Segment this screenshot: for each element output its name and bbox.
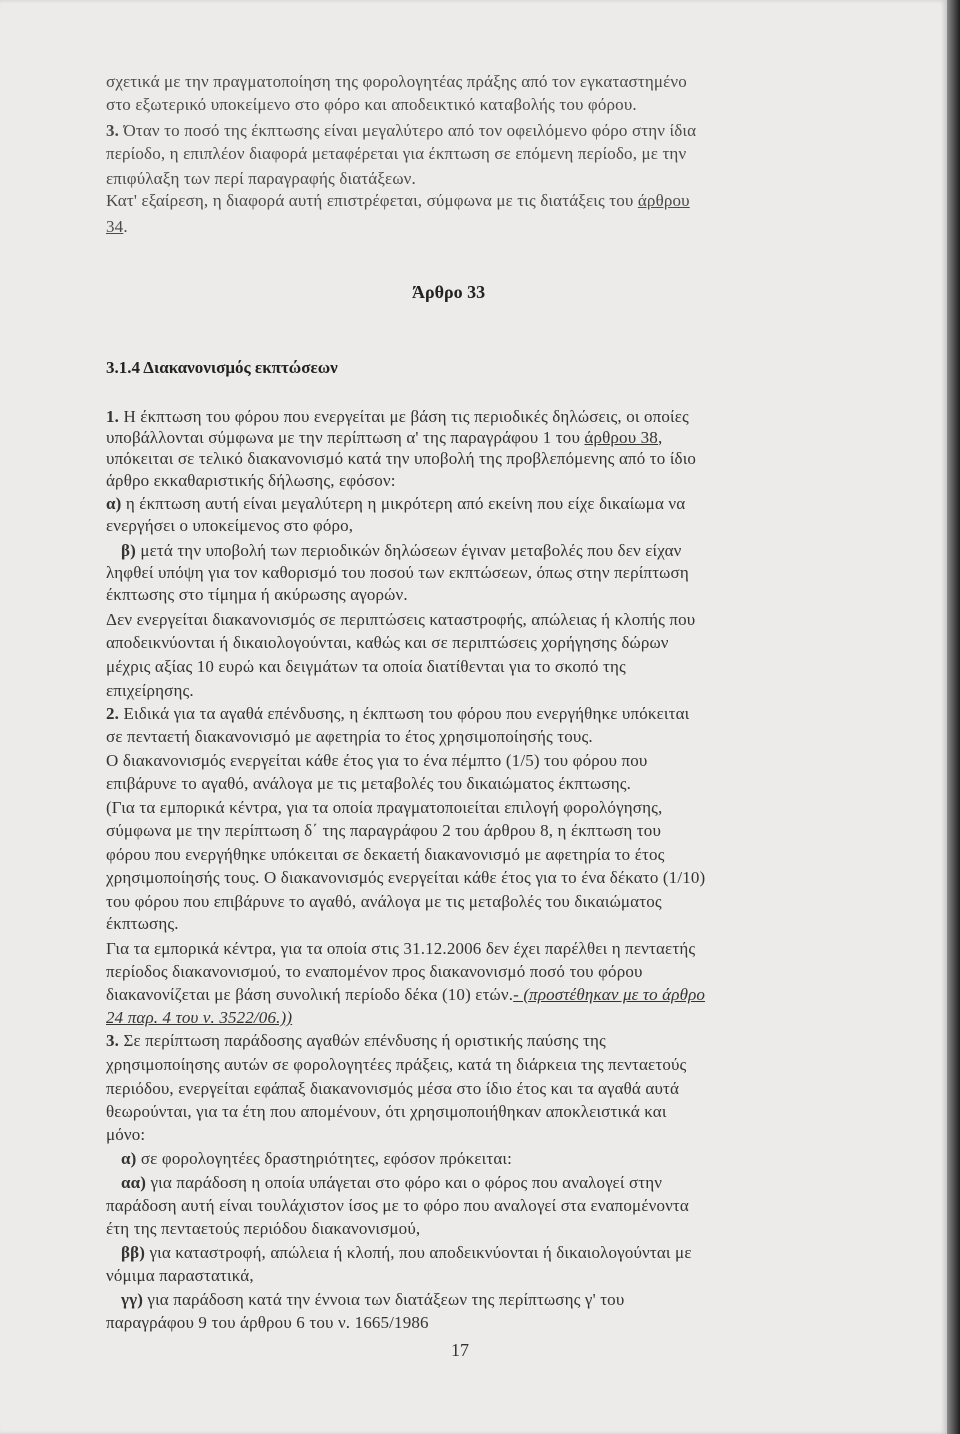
text-line: [121, 540, 681, 561]
text-line: μέχρις αξίας 10 ευρώ και δειγμάτων τα οποία διατίθενται για το σκοπό της: [106, 657, 626, 676]
text-line: [121, 1148, 512, 1169]
text-line: [106, 1007, 292, 1028]
text-line: [106, 703, 689, 724]
text-line: χρησιμοποίησης αυτών σε φορολογητέες πράξεις, κατά τη διάρκεια της πενταετούς: [106, 1055, 687, 1074]
text-span: για παράδοση κατά την έννοια των διατάξεων της περίπτωσης γ' του: [147, 1290, 625, 1309]
scan-edge: [947, 0, 960, 1434]
text-line: περιόδου, ενεργείται εφάπαξ διακανονισμός μέσα στο ίδιο έτος και τα αγαθά αυτά: [106, 1079, 680, 1098]
text-line: ενεργήσει ο υποκείμενος στο φόρο,: [106, 516, 354, 535]
text-line: (Για τα εμπορικά κέντρα, για τα οποία πραγματοποιείται επιλογή φορολόγησης,: [106, 798, 663, 817]
text-line: άρθρο εκκαθαριστικής δήλωσης, εφόσον:: [106, 471, 396, 490]
text-line: Δεν ενεργείται διακανονισμός σε περιπτώσεις καταστροφής, απώλειας ή κλοπής που: [106, 610, 696, 629]
item-number: 3.: [106, 121, 120, 140]
text-line: αποδεικνύονται ή δικαιολογούνται, καθώς και σε περιπτώσεις χορήγησης δώρων: [106, 633, 669, 652]
text-line: σε πενταετή διακανονισμό με αφετηρία το έτος χρησιμοποίησής τους.: [106, 727, 593, 746]
list-marker: α): [106, 494, 122, 513]
article-title: Άρθρο 33: [412, 282, 486, 302]
text-line: έκπτωσης στο τίμημα ή ακύρωσης αγορών.: [106, 585, 408, 604]
text-line: ληφθεί υπόψη για τον καθορισμό του ποσού των εκπτώσεων, όπως στην περίπτωση: [106, 563, 689, 582]
text-line: παραγράφου 9 του άρθρου 6 του ν. 1665/1986: [106, 1313, 429, 1332]
text-line: Ο διακανονισμός ενεργείται κάθε έτος για το ένα πέμπτο (1/5) του φόρου που: [106, 751, 648, 770]
text-line: θεωρούνται, για τα έτη που απομένουν, ότι χρησιμοποιήθηκαν αποκλειστικά και: [106, 1102, 667, 1121]
text-span: Σε περίπτωση παράδοσης αγαθών επένδυσης ή οριστικής παύσης της: [123, 1031, 606, 1050]
text-line: έκπτωσης.: [106, 914, 179, 933]
article-link-number[interactable]: 34: [106, 217, 124, 236]
text-span: Κατ' εξαίρεση, η διαφορά αυτή επιστρέφεται, σύμφωνα με τις διατάξεις του: [106, 191, 638, 210]
text-span: υποβάλλονται σύμφωνα με την περίπτωση α' της παραγράφου 1 του: [106, 428, 585, 447]
text-span: διακανονίζεται με βάση συνολική περίοδο δέκα (10) ετών.: [106, 985, 514, 1004]
amendment-note: 24 παρ. 4 του ν. 3522/06.)): [106, 1008, 293, 1027]
text-line: [121, 1289, 624, 1310]
paragraph-number: 1.: [106, 407, 120, 426]
text-span: για καταστροφή, απώλεια ή κλοπή, που αποδεικνύονται ή δικαιολογούνται με: [149, 1243, 692, 1262]
text-line: παράδοση αυτή είναι τουλάχιστον ίσος με το φόρο που αναλογεί στα εναπομένοντα: [106, 1196, 689, 1215]
article-link[interactable]: άρθρου 38: [584, 428, 658, 447]
text-line: περίοδο, η επιπλέον διαφορά μεταφέρεται για έκπτωση σε επόμενη περίοδο, με την: [106, 144, 687, 163]
text-line: επιφύλαξη των περί παραγραφής διατάξεων.: [106, 169, 416, 188]
text-line: σχετικά με την πραγματοποίηση της φορολογητέας πράξης από τον εγκαταστημένο: [106, 72, 687, 91]
text-span: Όταν το ποσό της έκπτωσης είναι μεγαλύτερο από τον οφειλόμενο φόρο στην ίδια: [123, 121, 697, 140]
text-line: [106, 216, 128, 237]
text-line: μόνο:: [106, 1125, 146, 1144]
text-line: Για τα εμπορικά κέντρα, για τα οποία στις 31.12.2006 δεν έχει παρέλθει η πενταετής: [106, 939, 696, 958]
text-line: [106, 120, 696, 141]
text-span: Η έκπτωση του φόρου που ενεργείται με βάση τις περιοδικές δηλώσεις, οι οποίες: [123, 407, 689, 426]
text-line: [121, 1172, 662, 1193]
text-line: [106, 493, 685, 514]
text-line: του φόρου που επιβάρυνε το αγαθό, ανάλογα με τις μεταβολές του δικαιώματος: [106, 892, 662, 911]
text-line: [106, 1030, 606, 1051]
text-line: [106, 190, 690, 211]
section-title: 3.1.4 Διακανονισμός εκπτώσεων: [106, 358, 338, 377]
text-line: [106, 427, 662, 448]
list-marker: ββ): [121, 1243, 146, 1262]
text-line: φόρου που ενεργήθηκε υπόκειται σε δεκαετή διακανονισμό με αφετηρία το έτος: [106, 845, 665, 864]
list-marker: αα): [121, 1173, 147, 1192]
text-line: νόμιμα παραστατικά,: [106, 1266, 254, 1285]
text-line: επιχείρησης.: [106, 681, 194, 700]
article-link[interactable]: άρθρου: [637, 191, 690, 210]
paragraph-number: 2.: [106, 704, 120, 723]
text-line: περίοδος διακανονισμού, το εναπομένον προς διακανονισμό ποσό του φόρου: [106, 962, 643, 981]
text-span: σε φορολογητέες δραστηριότητες, εφόσον πρόκειται:: [140, 1149, 512, 1168]
paragraph-number: 3.: [106, 1031, 120, 1050]
text-line: στο εξωτερικό υποκείμενο στο φόρο και αποδεικτικό καταβολής του φόρου.: [106, 95, 637, 114]
text-span: Ειδικά για τα αγαθά επένδυσης, η έκπτωση του φόρου που ενεργήθηκε υπόκειται: [123, 704, 690, 723]
list-marker: γγ): [121, 1290, 144, 1309]
text-line: επιβάρυνε το αγαθό, ανάλογα με τις μεταβολές του δικαιώματος έκπτωσης.: [106, 774, 632, 793]
text-span: ,: [657, 428, 663, 447]
text-line: [106, 406, 689, 427]
list-marker: β): [121, 541, 136, 560]
text-line: [106, 984, 705, 1005]
text-span: μετά την υποβολή των περιοδικών δηλώσεων έγιναν μεταβολές που δεν είχαν: [140, 541, 682, 560]
text-line: υπόκειται σε τελικό διακανονισμό κατά την υποβολή της προβλεπόμενης από το ίδιο: [106, 449, 697, 468]
text-span: η έκπτωση αυτή είναι μεγαλύτερη η μικρότερη από εκείνη που είχε δικαίωμα να: [125, 494, 686, 513]
text-line: [121, 1242, 692, 1263]
page-number: 17: [451, 1340, 469, 1360]
text-line: χρησιμοποίησής τους. Ο διακανονισμός ενεργείται κάθε έτος για το ένα δέκατο (1/10): [106, 868, 706, 887]
text-span: .: [123, 217, 128, 236]
amendment-note: - (προστέθηκαν με το άρθρο: [513, 985, 706, 1004]
text-line: έτη της πενταετούς περιόδου διακανονισμού,: [106, 1219, 421, 1238]
list-marker: α): [121, 1149, 137, 1168]
text-span: για παράδοση η οποία υπάγεται στο φόρο και ο φόρος που αναλογεί στην: [150, 1173, 663, 1192]
text-line: σύμφωνα με την περίπτωση δ΄ της παραγράφου 2 του άρθρου 8, η έκπτωση του: [106, 821, 662, 840]
